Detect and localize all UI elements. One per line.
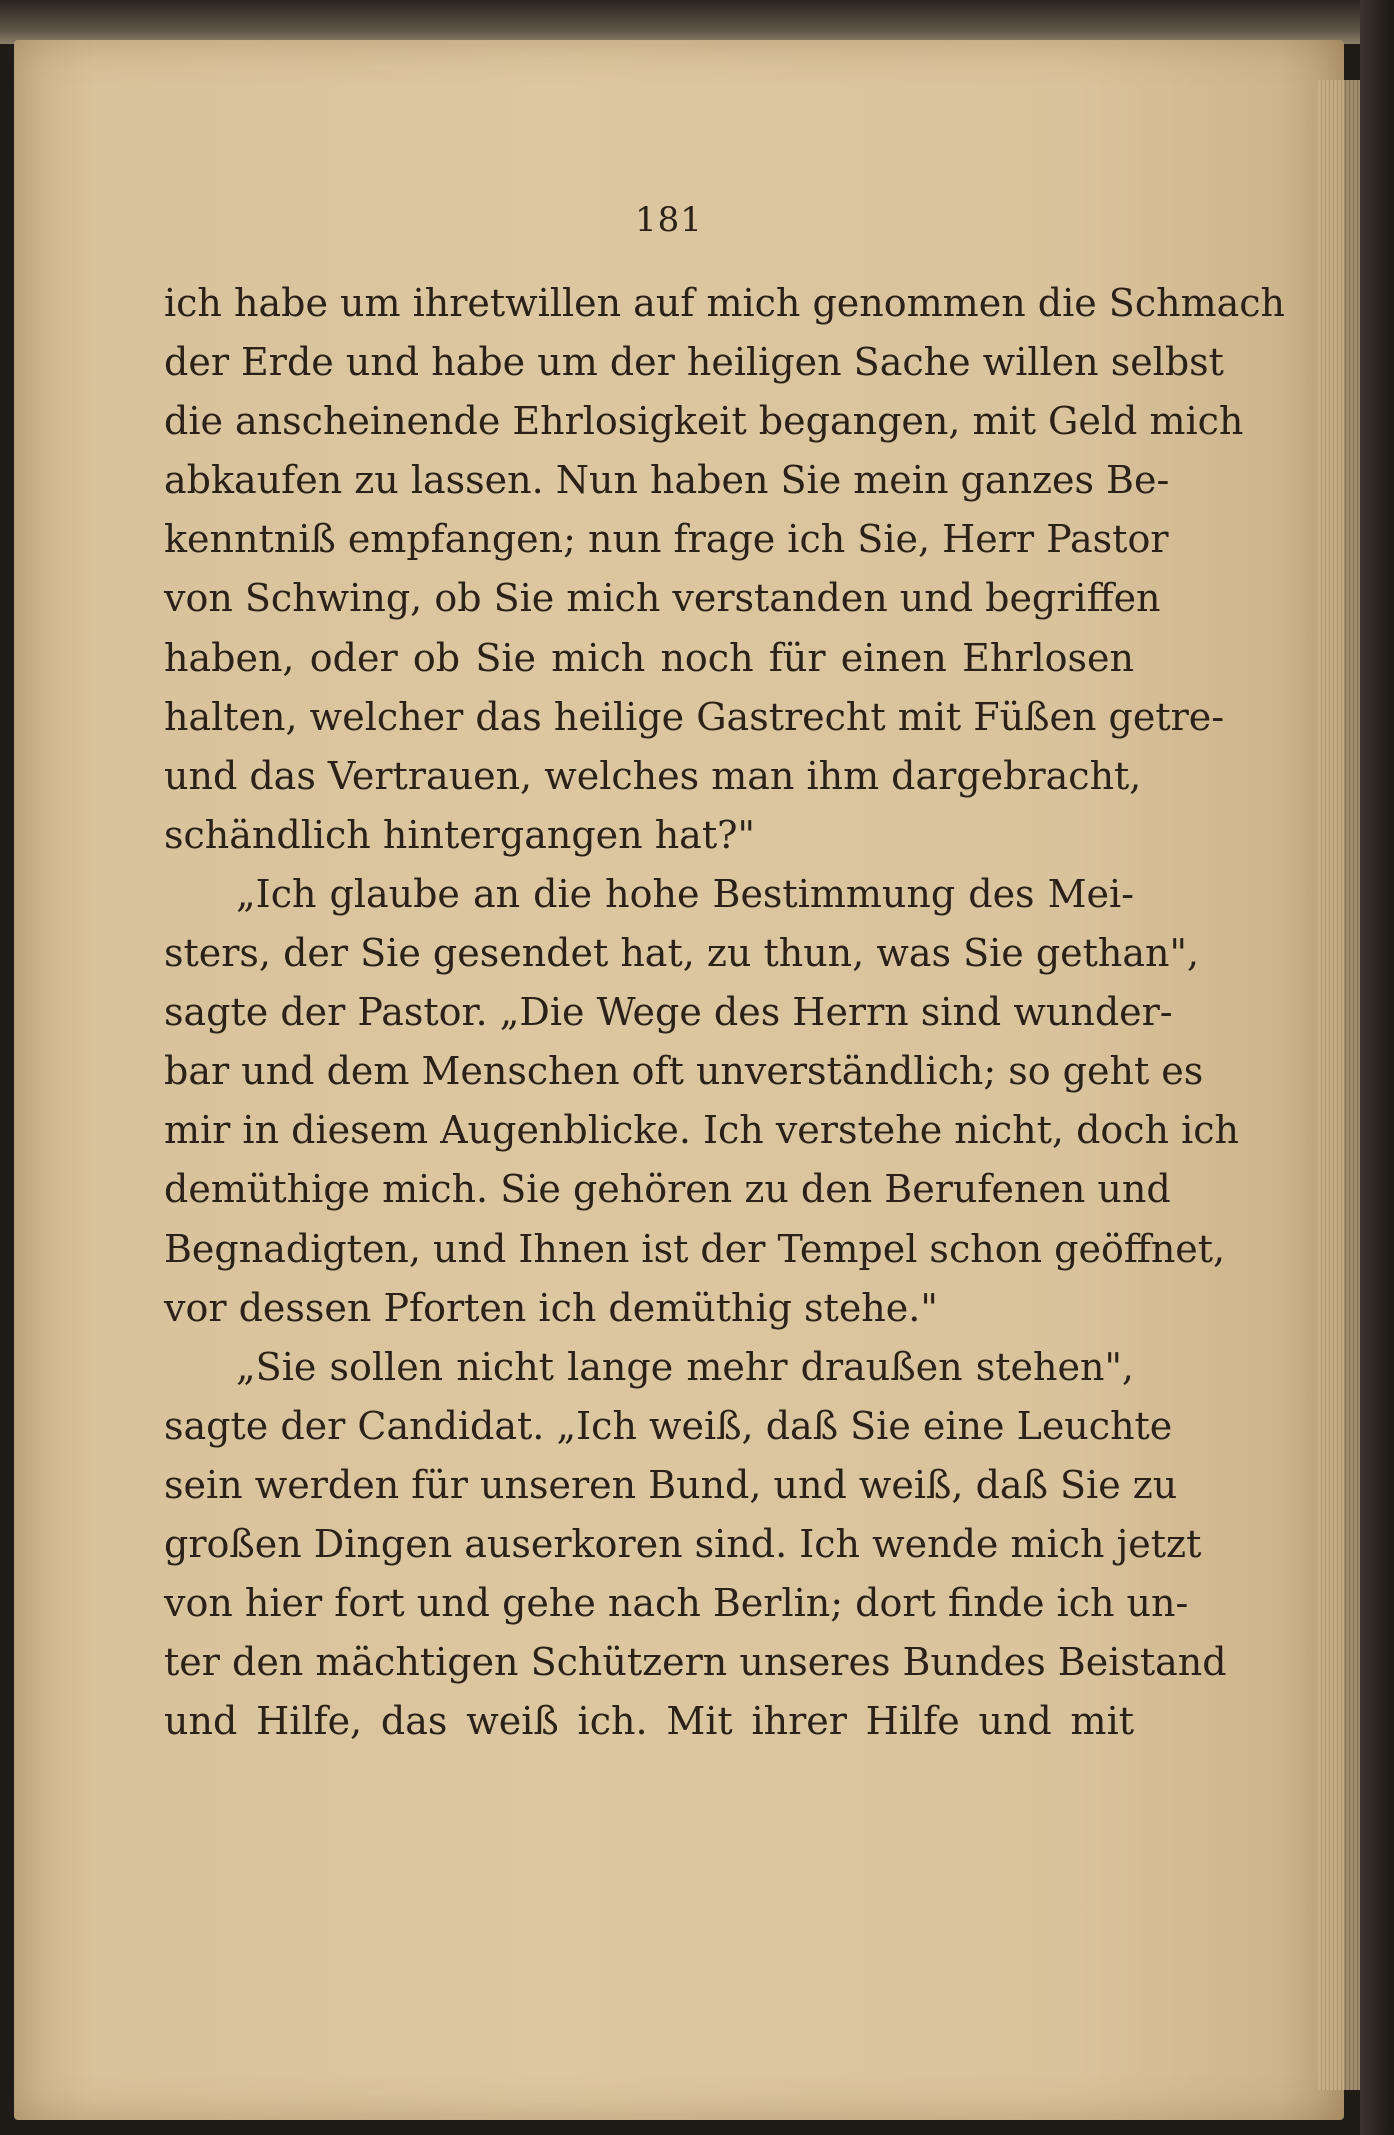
text-line: kenntniß empfangen; nun frage ich Sie, Herr Pastor — [164, 517, 1169, 562]
text-line: sagte der Pastor. „Die Wege des Herrn sind wunder- — [164, 990, 1173, 1035]
text-line: sein werden für unseren Bund, und weiß, daß Sie zu — [164, 1462, 1178, 1507]
text-line: von hier fort und gehe nach Berlin; dort finde ich un- — [164, 1581, 1189, 1626]
text-line: „Sie sollen nicht lange mehr draußen stehen", — [236, 1344, 1134, 1389]
page-text — [164, 200, 1286, 1751]
page-number: 181 — [635, 200, 703, 240]
text-line: großen Dingen auserkoren sind. Ich wende mich jetzt — [164, 1521, 1202, 1566]
text-line: ich habe um ihretwillen auf mich genommen die Schmach — [164, 281, 1286, 325]
text-line: „Ich glaube an die hohe Bestimmung des Mei- — [236, 871, 1134, 916]
text-line: von Schwing, ob Sie mich verstanden und begriffen — [164, 576, 1161, 621]
text-line: die anscheinende Ehrlosigkeit begangen, mit Geld mich — [164, 399, 1244, 444]
text-line: bar und dem Menschen oft unverständlich; so geht es — [164, 1049, 1204, 1094]
text-line: ter den mächtigen Schützern unseres Bundes Beistand — [164, 1640, 1227, 1685]
book-cover-edge — [1360, 0, 1394, 2135]
text-line: vor dessen Pforten ich demüthig stehe." — [164, 1285, 938, 1330]
text-line: und das Vertrauen, welches man ihm dargebracht, — [164, 753, 1142, 798]
text-line: der Erde und habe um der heiligen Sache willen selbst — [164, 340, 1224, 385]
text-line: Begnadigten, und Ihnen ist der Tempel schon geöffnet, — [164, 1226, 1226, 1271]
text-line: schändlich hintergangen hat?" — [164, 812, 755, 857]
book-top-edge — [0, 0, 1394, 44]
text-line: sagte der Candidat. „Ich weiß, daß Sie eine Leuchte — [164, 1403, 1173, 1448]
text-line: und Hilfe, das weiß ich. Mit ihrer Hilfe und mit — [164, 1699, 1134, 1744]
text-line: haben, oder ob Sie mich noch für einen Ehrlosen — [164, 635, 1134, 680]
text-line: sters, der Sie gesendet hat, zu thun, was Sie gethan", — [164, 931, 1200, 976]
text-line: abkaufen zu lassen. Nun haben Sie mein ganzes Be- — [164, 458, 1170, 503]
text-line: mir in diesem Augenblicke. Ich verstehe nicht, doch ich — [164, 1108, 1240, 1153]
text-line: halten, welcher das heilige Gastrecht mit Füßen getre- — [164, 694, 1225, 739]
text-line: demüthige mich. Sie gehören zu den Berufenen und — [164, 1167, 1171, 1212]
